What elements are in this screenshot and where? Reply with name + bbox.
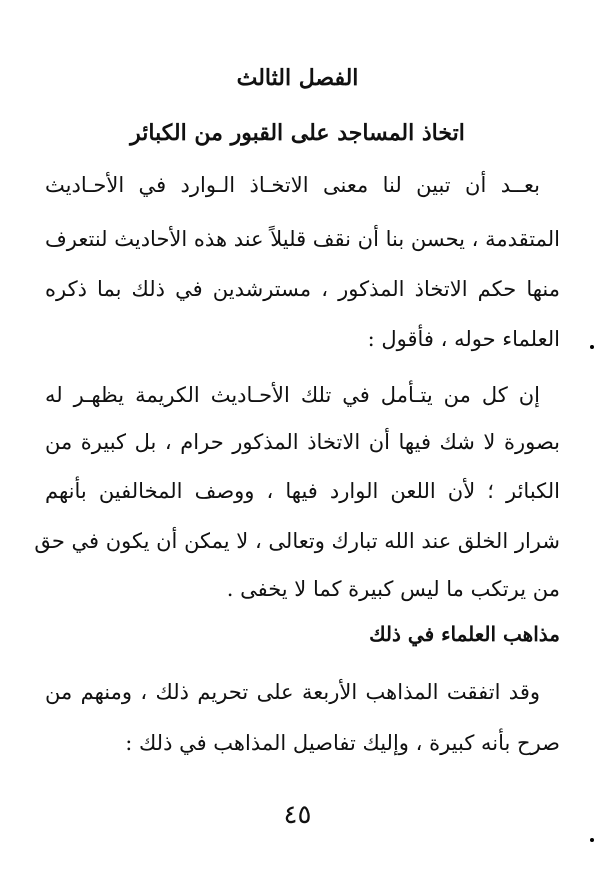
- chapter-title: الفصل الثالث: [236, 65, 359, 91]
- margin-dot: [590, 838, 594, 842]
- paragraph-line: منها حكم الاتخاذ المذكور ، مسترشدين في ذلك بما ذكره: [45, 277, 560, 301]
- page-number: ٤٥: [283, 800, 312, 830]
- margin-dot: [590, 345, 594, 349]
- paragraph-line: بصورة لا شك فيها أن الاتخاذ المذكور حرام ، بل كبيرة من: [45, 430, 560, 454]
- paragraph-line: شرار الخلق عند الله تبارك وتعالى ، لا يمكن أن يكون في حق: [34, 529, 560, 553]
- paragraph-line: العلماء حوله ، فأقول :: [367, 327, 560, 351]
- chapter-subtitle: اتخاذ المساجد على القبور من الكبائر: [130, 120, 465, 146]
- section-heading: مذاهب العلماء في ذلك: [369, 622, 560, 646]
- paragraph-line: وقد اتفقت المذاهب الأربعة على تحريم ذلك ، ومنهم من: [45, 680, 540, 704]
- paragraph-line: صرح بأنه كبيرة ، وإليك تفاصيل المذاهب في ذلك :: [125, 731, 560, 755]
- paragraph-line: بعــد أن تبين لنا معنى الاتخـاذ الـوارد في الأحـاديث: [45, 173, 540, 197]
- paragraph-line: الكبائر ؛ لأن اللعن الوارد فيها ، ووصف المخالفين بأنهم: [45, 479, 560, 503]
- paragraph-line: من يرتكب ما ليس كبيرة كما لا يخفى .: [226, 577, 560, 601]
- paragraph-line: إن كل من يتـأمل في تلك الأحـاديث الكريمة يظهـر له: [45, 383, 540, 407]
- paragraph-line: المتقدمة ، يحسن بنا أن نقف قليلاً عند هذه الأحاديث لنتعرف: [45, 227, 560, 251]
